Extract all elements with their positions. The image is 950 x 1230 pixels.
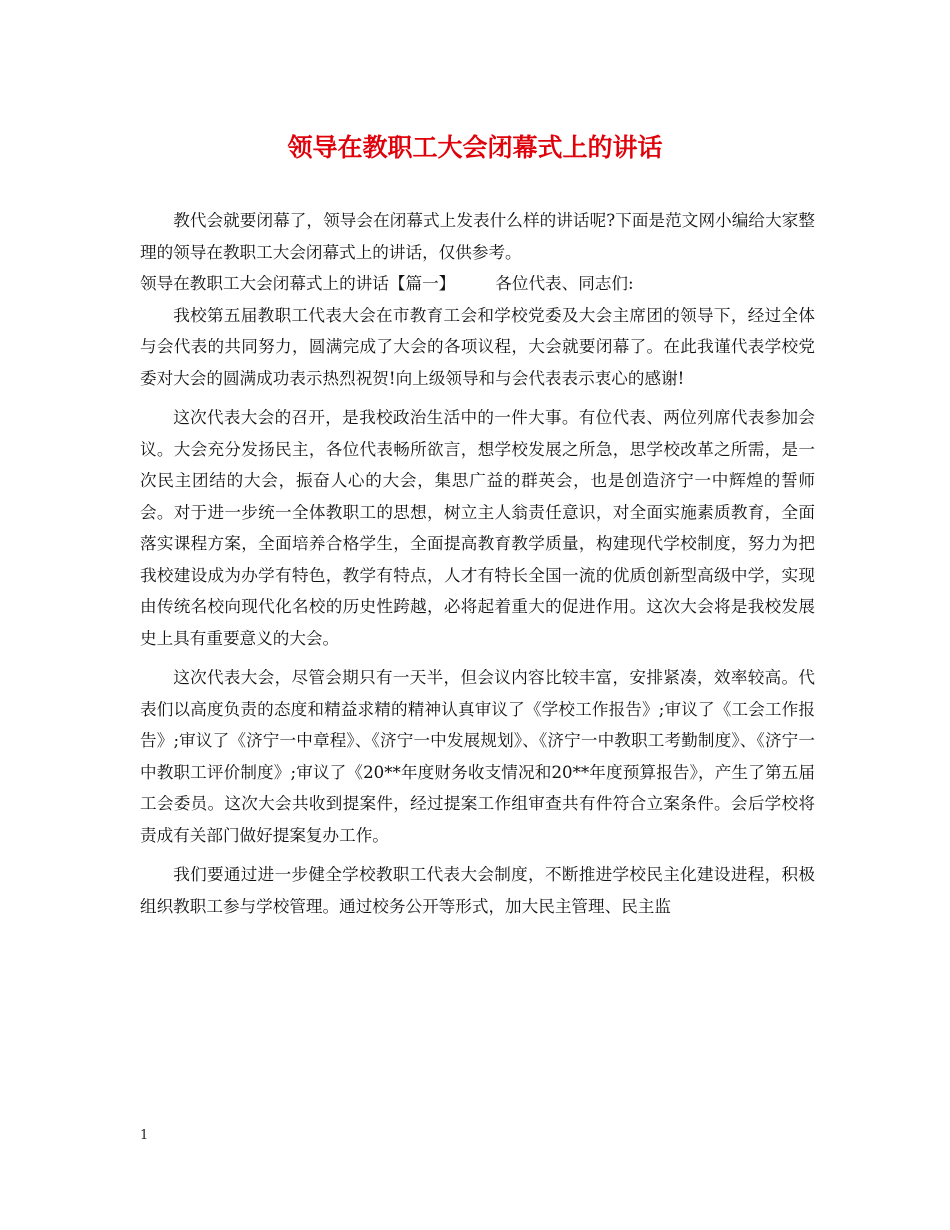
document-title: 领导在教职工大会闭幕式上的讲话	[287, 133, 663, 162]
section-heading-line	[140, 268, 815, 300]
body-paragraph-1: 我校第五届教职工代表大会在市教育工会和学校党委及大会主席团的领导下，经过全体与会代表的共同努力，圆满完成了大会的各项议程，大会就要闭幕了。在此我谨代表学校党委对大会的圆满成功表示热烈祝贺!向上级领导和与会代表表示衷心的感谢!	[140, 305, 815, 388]
intro-paragraph: 教代会就要闭幕了，领导会在闭幕式上发表什么样的讲话呢?下面是范文网小编给大家整理的领导在教职工大会闭幕式上的讲话，仅供参考。	[140, 211, 815, 262]
salutation: 各位代表、同志们:	[495, 274, 634, 293]
section-heading: 领导在教职工大会闭幕式上的讲话【篇一】	[140, 274, 456, 293]
body-paragraph-4: 我们要通过进一步健全学校教职工代表大会制度，不断推进学校民主化建设进程，积极组织教职工参与学校管理。通过校务公开等形式，加大民主管理、民主监	[140, 865, 815, 916]
body-paragraph-2: 这次代表大会的召开，是我校政治生活中的一件大事。有位代表、两位列席代表参加会议。大会充分发扬民主，各位代表畅所欲言，想学校发展之所急，思学校改革之所需，是一次民主团结的大会，振奋人心的大会，集思广益的群英会，也是创造济宁一中辉煌的誓师会。对于进一步统一全体教职工的思想，树立主人翁责任意识，对全面实施素质教育，全面落实课程方案，全面培养合格学生，全面提高教育教学质量，构建现代学校制度，努力为把我校建设成为办学有特色，教学有特点，人才有特长全国一流的优质创新型高级中学，实现由传统名校向现代化名校的历史性跨越，必将起着重大的促进作用。这次大会将是我校发展史上具有重要意义的大会。	[140, 408, 815, 648]
body-paragraph-3: 这次代表大会，尽管会期只有一天半，但会议内容比较丰富，安排紧凑，效率较高。代表们以高度负责的态度和精益求精的精神认真审议了《学校工作报告》;审议了《工会工作报告》;审议了《济宁一中章程》、《济宁一中发展规划》、《济宁一中教职工考勤制度》、《济宁一中教职工评价制度》;审议了《20**年度财务收支情况和20**年度预算报告》，产生了第五届工会委员。这次大会共收到提案件，经过提案工作组审查共有件符合立案条件。会后学校将责成有关部门做好提案复办工作。	[140, 668, 815, 845]
document-body	[140, 205, 815, 922]
page-number: 1	[140, 1128, 149, 1143]
